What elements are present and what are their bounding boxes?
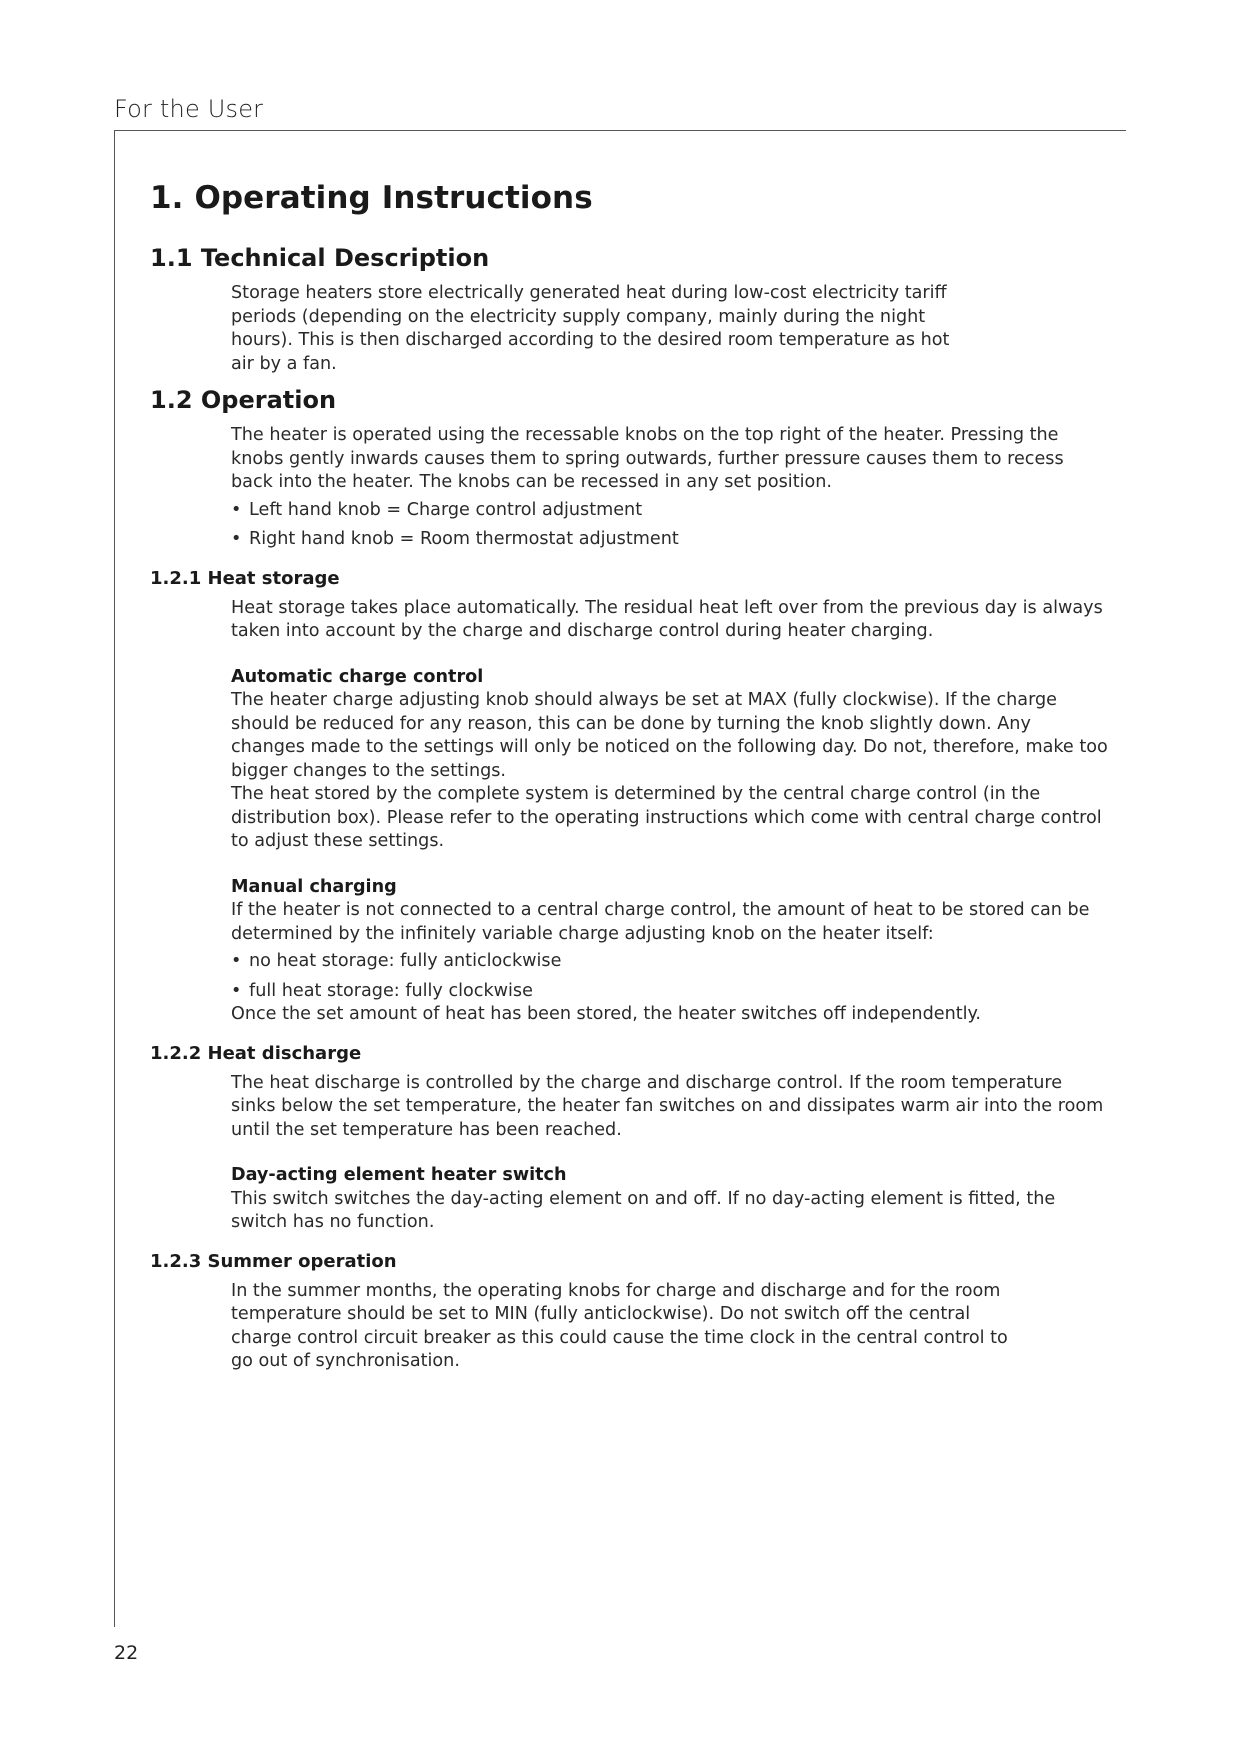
- list-item: • no heat storage: fully anticlockwise: [231, 950, 1110, 974]
- paragraph: The heater charge adjusting knob should always be set at MAX (fully clockwise). If the charge should be reduced for any reason, this can be done by turning the knob slightly down. Any changes made to the settings will only be noticed on the following day. Do not, therefore, make too bigger changes to the settings.: [231, 690, 1108, 781]
- section-body-1-2-1: [231, 597, 1110, 1027]
- paragraph: The heater is operated using the recessable knobs on the top right of the heater. Pressing the knobs gently inwards causes them to spring outwards, further pressure causes them to recess back into the heater. The knobs can be recessed in any set position.: [231, 425, 1064, 492]
- paragraph: Storage heaters store electrically generated heat during low-cost electricity tariff periods (depending on the electricity supply company, mainly during the night hours). This is then discharged according to the desired room temperature as hot air by a fan.: [231, 283, 950, 374]
- page-number: 22: [114, 1642, 139, 1664]
- section-title-1-2-1: 1.2.1 Heat storage: [150, 567, 340, 589]
- margin-rule: [114, 130, 115, 1627]
- paragraph: The heat stored by the complete system is determined by the central charge control (in the distribution box). Please refer to the operating instructions which come with central charge control to adjust these settings.: [231, 784, 1102, 851]
- header-rule: [114, 130, 1126, 131]
- list-item: • Right hand knob = Room thermostat adjustment: [231, 528, 1110, 552]
- section-title-1-2-3: 1.2.3 Summer operation: [150, 1250, 397, 1272]
- section-body-1-2-2: [231, 1072, 1110, 1235]
- subheading-manual-charging: Manual charging: [231, 876, 397, 897]
- knob-list: [231, 499, 1110, 552]
- section-title-1-2-2: 1.2.2 Heat discharge: [150, 1042, 362, 1064]
- chapter-title: 1. Operating Instructions: [150, 180, 593, 216]
- paragraph: If the heater is not connected to a central charge control, the amount of heat to be stored can be determined by the infinitely variable charge adjusting knob on the heater itself:: [231, 900, 1090, 944]
- subheading-day-acting-switch: Day-acting element heater switch: [231, 1165, 567, 1185]
- storage-list: [231, 950, 1110, 1003]
- section-body-1-2: [231, 424, 1110, 552]
- section-body-1-2-3: [231, 1280, 1110, 1374]
- running-header: For the User: [114, 95, 264, 123]
- paragraph: In the summer months, the operating knobs for charge and discharge and for the room temperature should be set to MIN (fully anticlockwise). Do not switch off the central charge control circuit breaker as this could cause the time clock in the central control to go out of synchronisation.: [231, 1280, 1008, 1371]
- paragraph: This switch switches the day-acting element on and off. If no day-acting element is fitted, the switch has no function.: [231, 1188, 1056, 1232]
- section-body-1-1: [231, 282, 1110, 376]
- paragraph: Once the set amount of heat has been stored, the heater switches off independently.: [231, 1004, 982, 1024]
- paragraph: The heat discharge is controlled by the charge and discharge control. If the room temperature sinks below the set temperature, the heater fan switches on and dissipates warm air into the room until the set temperature has been reached.: [231, 1072, 1104, 1140]
- subheading-automatic-charge: Automatic charge control: [231, 666, 484, 687]
- paragraph: Heat storage takes place automatically. The residual heat left over from the previous day is always taken into account by the charge and discharge control during heater charging.: [231, 597, 1103, 641]
- list-item: • full heat storage: fully clockwise: [231, 980, 1110, 1004]
- page-content: [150, 180, 1110, 1374]
- list-item: • Left hand knob = Charge control adjustment: [231, 499, 1110, 523]
- section-title-1-1: 1.1 Technical Description: [150, 244, 490, 272]
- section-title-1-2: 1.2 Operation: [150, 386, 337, 414]
